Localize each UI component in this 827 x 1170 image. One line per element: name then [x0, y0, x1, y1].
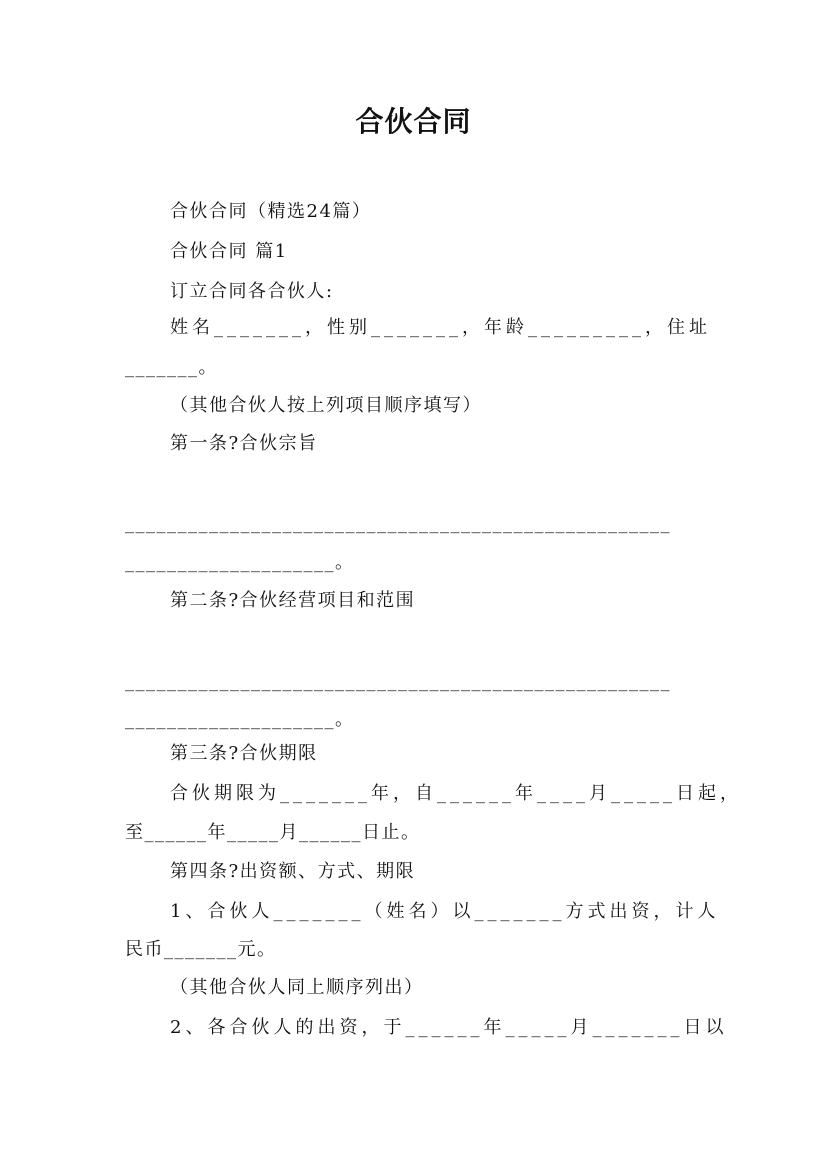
doc-line-partner-info: 姓名_______，性别_______，年龄_________，住址 [170, 317, 711, 338]
doc-line-heading: 合伙合同（精选24篇） [170, 201, 372, 222]
doc-line-contribution: 1、合伙人_______（姓名）以_______方式出资，计人 [170, 901, 720, 922]
doc-line-section: 合伙合同 篇1 [170, 241, 288, 262]
doc-line-partner-address: _______。 [125, 357, 218, 378]
doc-line-note-2: （其他合伙人同上顺序列出） [170, 977, 424, 998]
doc-line-article-1: 第一条?合伙宗旨 [170, 433, 318, 454]
doc-line-blank: ____________________________________________________ [125, 671, 671, 692]
doc-line-term: 合伙期限为_______年，自______年____月_____日起， [170, 783, 742, 804]
doc-line-article-3: 第三条?合伙期限 [170, 743, 318, 764]
doc-line-article-2: 第二条?合伙经营项目和范围 [170, 590, 416, 611]
doc-line-article-4: 第四条?出资额、方式、期限 [170, 861, 416, 882]
doc-line-blank-end: ____________________。 [125, 709, 355, 730]
document-title: 合伙合同 [355, 105, 472, 138]
doc-line-contribution-date: 2、各合伙人的出资，于______年_____月_______日以 [170, 1017, 728, 1038]
doc-line-blank: ____________________________________________________ [125, 513, 671, 534]
doc-line-note: （其他合伙人按上列项目顺序填写） [170, 395, 482, 416]
doc-line-term-end: 至______年_____月______日止。 [125, 822, 421, 843]
doc-line-blank-end: ____________________。 [125, 552, 355, 573]
doc-line-contribution-end: 民币_______元。 [125, 939, 277, 960]
doc-line-parties: 订立合同各合伙人: [170, 281, 334, 302]
